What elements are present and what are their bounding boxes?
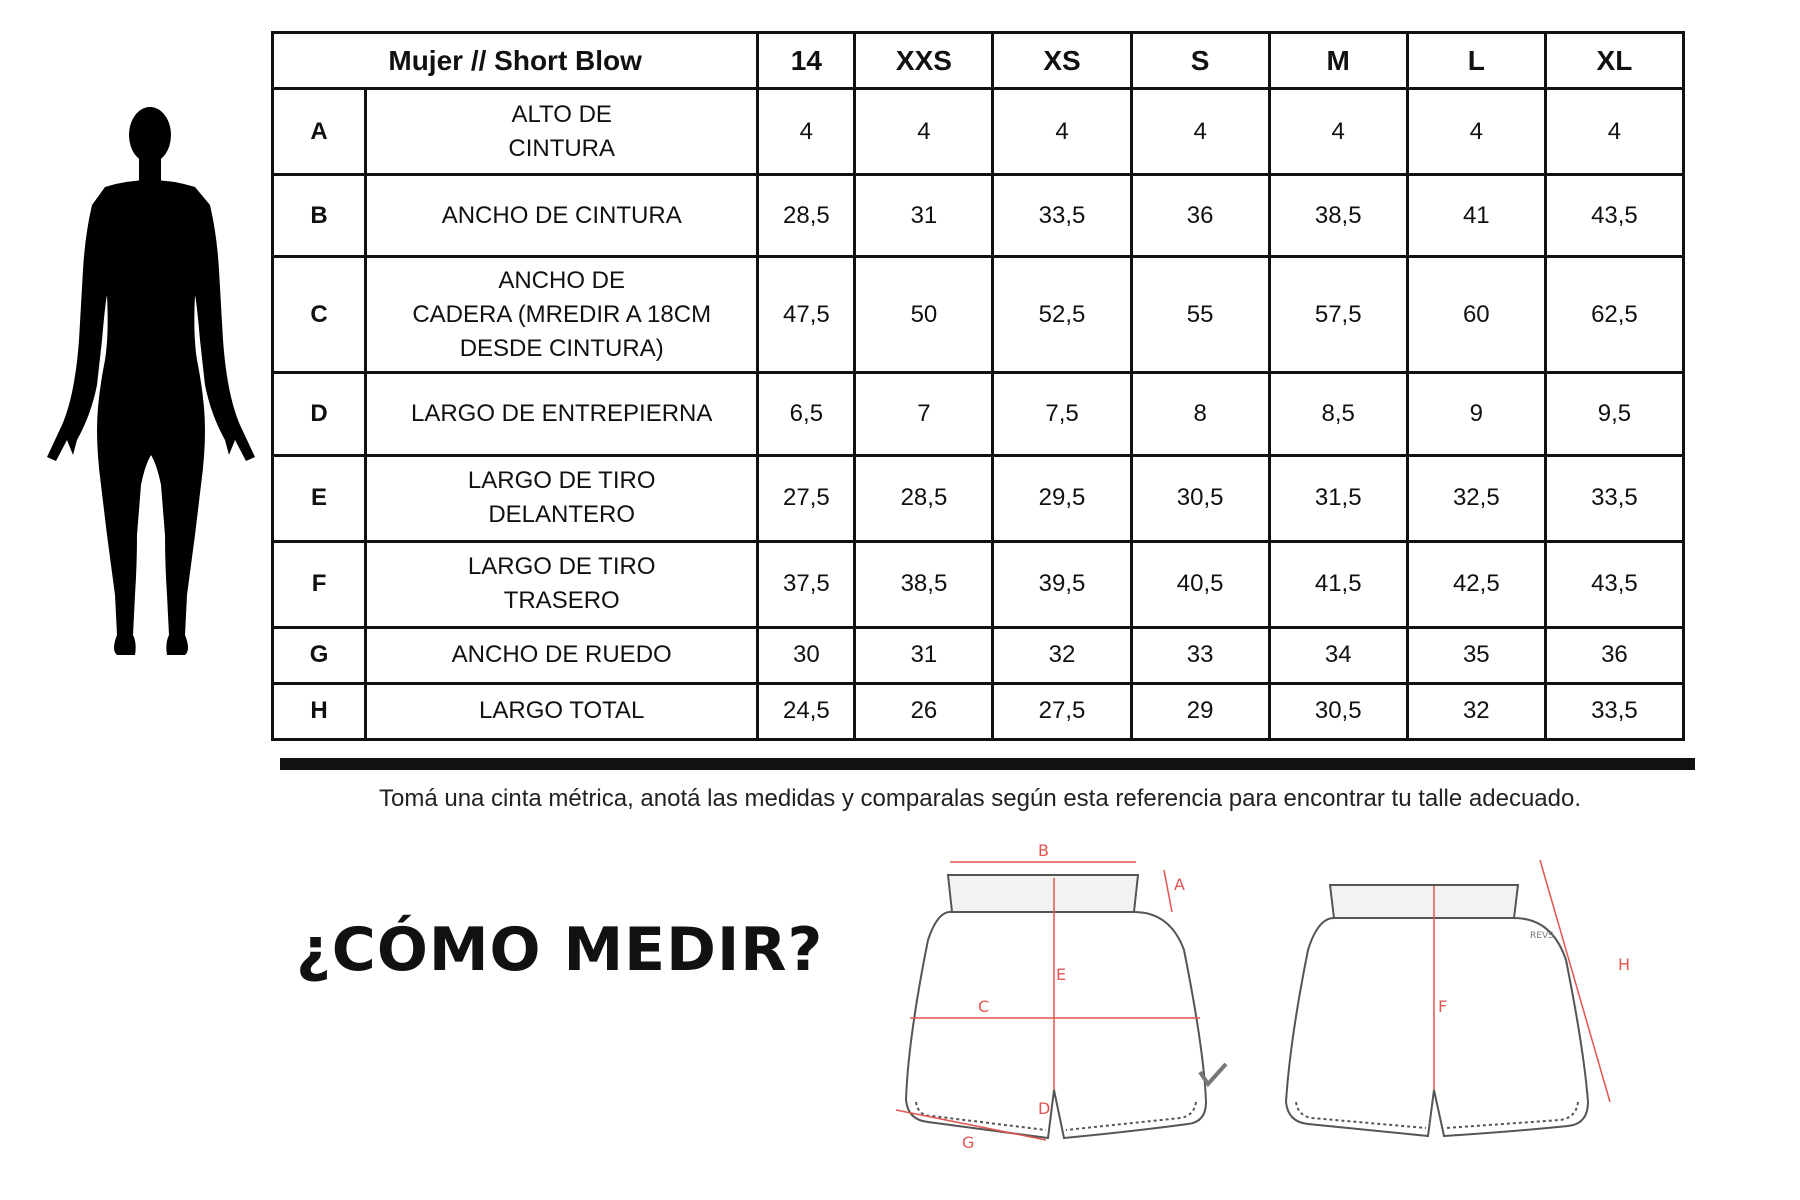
measure-code: A (273, 89, 366, 175)
measure-value: 29,5 (993, 455, 1131, 541)
divider-bar (280, 758, 1695, 770)
front-leg-outline (906, 912, 1206, 1138)
measure-value: 32 (1407, 683, 1545, 739)
table-row (273, 89, 1684, 175)
table-row (273, 257, 1684, 373)
measure-value: 30 (758, 627, 855, 683)
size-header: L (1407, 33, 1545, 89)
table-row (273, 455, 1684, 541)
measure-value: 52,5 (993, 257, 1131, 373)
measure-value: 4 (1269, 89, 1407, 175)
measure-code: E (273, 455, 366, 541)
measure-value: 38,5 (855, 541, 993, 627)
measure-value: 33,5 (993, 175, 1131, 257)
size-header: XS (993, 33, 1131, 89)
measure-value: 38,5 (1269, 175, 1407, 257)
measure-label: ANCHO DE RUEDO (366, 627, 758, 683)
measure-value: 4 (993, 89, 1131, 175)
measure-value: 41,5 (1269, 541, 1407, 627)
measure-value: 4 (1407, 89, 1545, 175)
measure-value: 33,5 (1545, 455, 1683, 541)
measure-value: 33 (1131, 627, 1269, 683)
measure-value: 31,5 (1269, 455, 1407, 541)
table-title: Mujer // Short Blow (273, 33, 758, 89)
measure-value: 62,5 (1545, 257, 1683, 373)
measure-value: 8 (1131, 373, 1269, 455)
measure-value: 29 (1131, 683, 1269, 739)
table-row (273, 175, 1684, 257)
measure-value: 42,5 (1407, 541, 1545, 627)
header-row (273, 33, 1684, 89)
measure-code: H (273, 683, 366, 739)
table-body (273, 89, 1684, 740)
measure-value: 7,5 (993, 373, 1131, 455)
measure-value: 8,5 (1269, 373, 1407, 455)
measure-label-d: D (1038, 1099, 1051, 1118)
measure-label: LARGO DE TIRO TRASERO (366, 541, 758, 627)
measure-value: 24,5 (758, 683, 855, 739)
measure-value: 30,5 (1269, 683, 1407, 739)
measure-label: LARGO TOTAL (366, 683, 758, 739)
measure-code: G (273, 627, 366, 683)
measure-value: 27,5 (758, 455, 855, 541)
measure-value: 4 (758, 89, 855, 175)
how-to-measure-title: ¿CÓMO MEDIR? (296, 915, 824, 985)
measure-label-e: E (1056, 965, 1067, 984)
measure-label: LARGO DE ENTREPIERNA (366, 373, 758, 455)
measure-value: 4 (855, 89, 993, 175)
waistband (948, 875, 1138, 912)
measure-value: 33,5 (1545, 683, 1683, 739)
size-header: M (1269, 33, 1407, 89)
table-row (273, 541, 1684, 627)
measure-label-f: F (1438, 997, 1448, 1016)
shorts-back-diagram (1268, 840, 1668, 1160)
measure-value: 7 (855, 373, 993, 455)
back-logo-icon: REVS (1530, 931, 1554, 941)
measure-value: 47,5 (758, 257, 855, 373)
measure-value: 34 (1269, 627, 1407, 683)
measure-label-c: C (978, 997, 990, 1016)
measure-value: 6,5 (758, 373, 855, 455)
measure-value: 31 (855, 627, 993, 683)
waistband (1330, 885, 1518, 918)
measure-value: 40,5 (1131, 541, 1269, 627)
measure-value: 43,5 (1545, 541, 1683, 627)
measure-label-a: A (1174, 875, 1185, 894)
measure-value: 36 (1131, 175, 1269, 257)
measure-value: 50 (855, 257, 993, 373)
measure-label: ALTO DE CINTURA (366, 89, 758, 175)
measure-value: 39,5 (993, 541, 1131, 627)
measure-value: 41 (1407, 175, 1545, 257)
measure-code: C (273, 257, 366, 373)
measure-value: 4 (1131, 89, 1269, 175)
table-row (273, 627, 1684, 683)
measure-code: B (273, 175, 366, 257)
measure-value: 9,5 (1545, 373, 1683, 455)
measure-value: 9 (1407, 373, 1545, 455)
measure-value: 36 (1545, 627, 1683, 683)
measure-value: 57,5 (1269, 257, 1407, 373)
size-chart-table (271, 31, 1685, 741)
measure-value: 26 (855, 683, 993, 739)
measure-line-a (1164, 870, 1172, 912)
measure-value: 31 (855, 175, 993, 257)
measure-label-h: H (1618, 955, 1631, 974)
measure-label-b: B (1038, 841, 1049, 860)
table-row (273, 373, 1684, 455)
measure-value: 32,5 (1407, 455, 1545, 541)
measure-value: 37,5 (758, 541, 855, 627)
measure-value: 30,5 (1131, 455, 1269, 541)
measure-code: D (273, 373, 366, 455)
measure-value: 35 (1407, 627, 1545, 683)
measure-value: 28,5 (758, 175, 855, 257)
size-header: S (1131, 33, 1269, 89)
measure-value: 28,5 (855, 455, 993, 541)
measure-value: 60 (1407, 257, 1545, 373)
measure-instructions: Tomá una cinta métrica, anotá las medidas y comparalas según esta referencia para encontrar tu talle adecuado. (378, 785, 1581, 812)
measure-code: F (273, 541, 366, 627)
measure-label: ANCHO DE CINTURA (366, 175, 758, 257)
measure-line-h (1540, 860, 1610, 1102)
measure-label: LARGO DE TIRO DELANTERO (366, 455, 758, 541)
size-header: 14 (758, 33, 855, 89)
female-silhouette (15, 95, 265, 665)
back-leg-outline (1286, 918, 1588, 1136)
measure-label: ANCHO DE CADERA (MREDIR A 18CM DESDE CINTURA) (366, 257, 758, 373)
shorts-front-diagram (888, 840, 1268, 1160)
measure-value: 4 (1545, 89, 1683, 175)
measure-value: 27,5 (993, 683, 1131, 739)
measure-value: 55 (1131, 257, 1269, 373)
size-header: XXS (855, 33, 993, 89)
table-row (273, 683, 1684, 739)
size-header: XL (1545, 33, 1683, 89)
measure-label-g: G (962, 1133, 975, 1152)
measure-value: 43,5 (1545, 175, 1683, 257)
measure-value: 32 (993, 627, 1131, 683)
